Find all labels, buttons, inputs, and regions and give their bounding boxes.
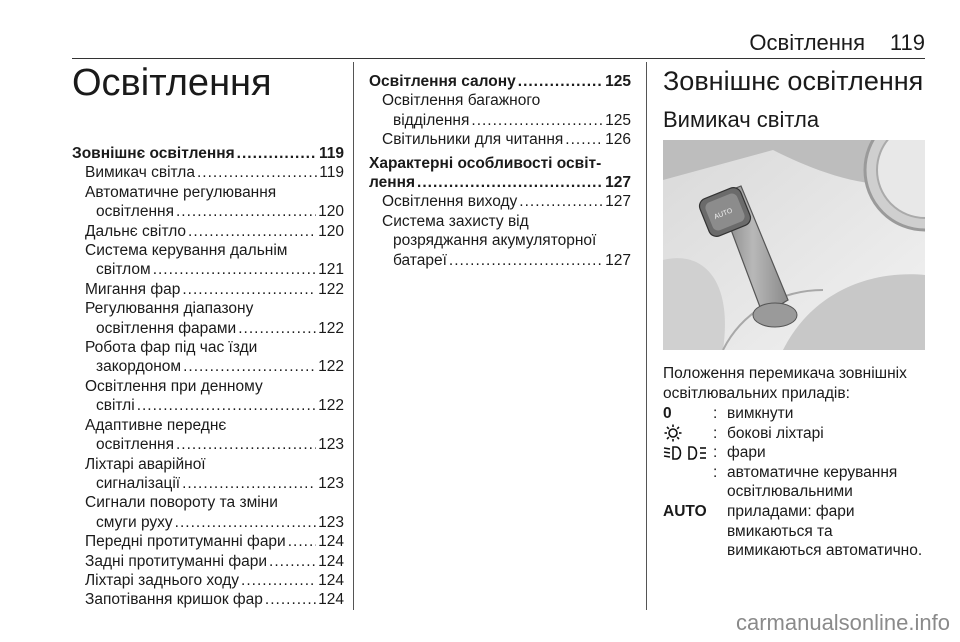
legend-desc: фари [727, 444, 766, 462]
subsection-heading: Вимикач світла [663, 107, 820, 132]
section-heading: Зовнішнє освітлення [663, 66, 924, 96]
legend-desc: автоматичне керування освітлювальними приладами: фари вмикаються та вимикаються автоматично. [727, 463, 923, 560]
legend-desc: бокові ліхтарі [727, 424, 824, 442]
toc-item[interactable]: Освітлення виходу ..... 127 [369, 192, 631, 211]
toc-item[interactable]: смуги руху ..... 123 [72, 513, 344, 532]
toc-item-line[interactable]: Система керування дальнім [85, 242, 288, 260]
figure-caption: Положення перемикача зовнішніх освітлювальних приладів: [663, 365, 907, 402]
toc-item[interactable]: відділення ..... 125 [369, 111, 631, 130]
light-switch-illustration [663, 140, 925, 350]
switch-position-legend [663, 404, 927, 561]
legend-row-side-lights: : бокові ліхтарі [663, 424, 927, 444]
column-divider-1 [353, 62, 354, 610]
header-rule [72, 58, 925, 59]
watermark: carmanualsonline.info [735, 610, 950, 635]
toc-section-exterior[interactable]: Зовнішнє освітлення ..... 119 [72, 144, 344, 163]
svg-text:AUTO: AUTO [713, 207, 734, 222]
toc-item-line[interactable]: Автоматичне регулювання [85, 183, 277, 201]
toc-item[interactable]: Дальнє світло ..... 120 [72, 222, 344, 241]
toc-item-line[interactable]: Регулювання діапазону [85, 300, 254, 318]
auto-symbol: AUTO [663, 502, 707, 520]
toc-item-line[interactable]: Система захисту від [382, 212, 529, 230]
toc-middle [369, 72, 631, 270]
legend-desc: вимкнути [727, 405, 794, 422]
toc-item[interactable]: світлом ..... 121 [72, 260, 344, 279]
column-divider-2 [646, 62, 647, 610]
legend-row-headlights: : фари [663, 443, 927, 463]
toc-item-line[interactable]: розряджання акумуляторної [393, 232, 597, 250]
toc-item[interactable]: Запотівання кришок фар ..... 124 [72, 590, 344, 609]
toc-item[interactable]: освітлення фарами ..... 122 [72, 319, 344, 338]
toc-item-line[interactable]: Ліхтарі аварійної [85, 455, 206, 473]
toc-item-line[interactable]: Освітлення багажного [382, 92, 541, 110]
toc-item[interactable]: батареї ..... 127 [369, 251, 631, 270]
toc-item[interactable]: Вимикач світла ..... 119 [72, 163, 344, 182]
zero-symbol: 0 [663, 405, 672, 422]
legend-row-auto: AUTO : автоматичне керування освітлювальними приладами: фари вмикаються та вимикаються автоматично. [663, 463, 927, 561]
legend-row-off: 0 : вимкнути [663, 404, 927, 424]
toc-section-features[interactable]: лення ..... 127 [369, 173, 631, 192]
headlight-icon [663, 443, 713, 463]
toc-item-line[interactable]: Освітлення при денному [85, 377, 263, 395]
toc-item[interactable]: світлі ..... 122 [72, 396, 344, 415]
toc-item[interactable]: закордоном ..... 122 [72, 357, 344, 376]
toc-item[interactable]: освітлення ..... 120 [72, 202, 344, 221]
chapter-title: Освітлення [72, 62, 272, 104]
running-header-title: Освітлення [749, 30, 865, 55]
toc-item[interactable]: Світильники для читання ..... 126 [369, 130, 631, 149]
side-light-icon [663, 424, 713, 444]
toc-item[interactable]: Передні протитуманні фари ..... 124 [72, 532, 344, 551]
toc-section-features-line[interactable]: Характерні особливості освіт- [369, 154, 602, 172]
toc-item-line[interactable]: Сигнали повороту та зміни [85, 494, 278, 512]
toc-section-interior[interactable]: Освітлення салону ..... 125 [369, 72, 631, 91]
toc-item[interactable]: Ліхтарі заднього ходу ..... 124 [72, 571, 344, 590]
toc-item[interactable]: освітлення ..... 123 [72, 435, 344, 454]
toc-item[interactable]: Мигання фар ..... 122 [72, 280, 344, 299]
toc-item[interactable]: сигналізації ..... 123 [72, 474, 344, 493]
toc-item[interactable]: Задні протитуманні фари ..... 124 [72, 552, 344, 571]
page-number: 119 [889, 30, 925, 55]
toc-item-line[interactable]: Робота фар під час їзди [85, 339, 258, 357]
toc-item-line[interactable]: Адаптивне переднє [85, 416, 227, 434]
toc-left [72, 144, 344, 610]
